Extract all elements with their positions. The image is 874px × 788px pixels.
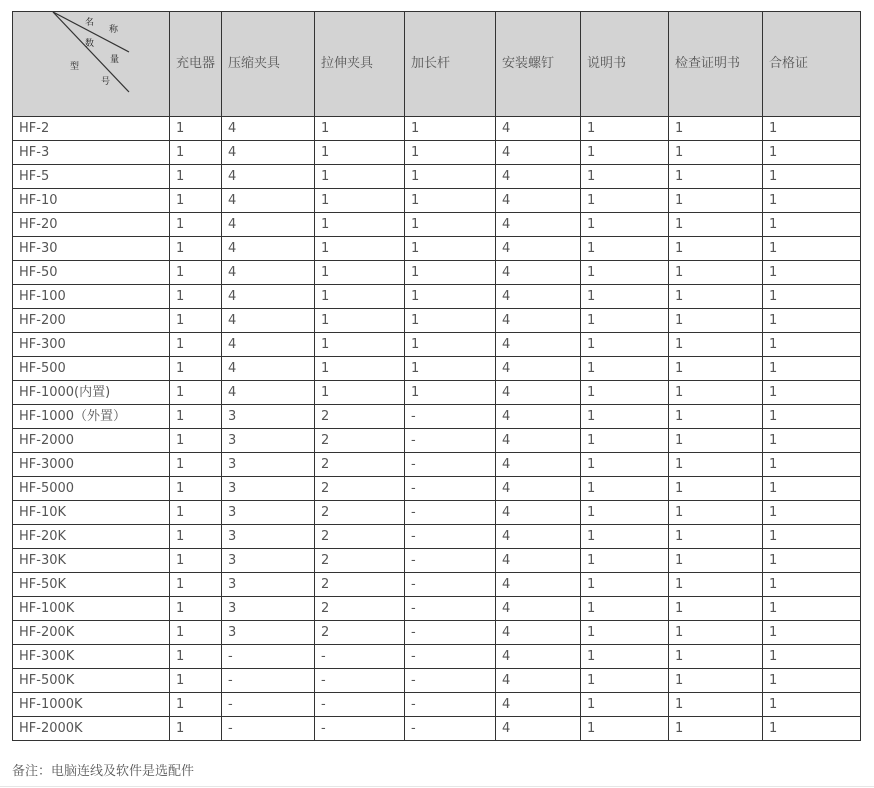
quantity-cell: -	[222, 645, 315, 669]
quantity-cell: 4	[496, 357, 581, 381]
quantity-cell: -	[405, 717, 496, 741]
table-row	[13, 477, 861, 501]
quantity-cell: 1	[405, 213, 496, 237]
quantity-cell: -	[315, 693, 405, 717]
table-row	[13, 117, 861, 141]
model-cell: HF-500	[13, 357, 170, 381]
table-row	[13, 573, 861, 597]
table-row	[13, 501, 861, 525]
table-row	[13, 285, 861, 309]
table-header-row	[13, 12, 861, 117]
quantity-cell: 1	[669, 357, 763, 381]
quantity-cell: 1	[669, 333, 763, 357]
quantity-cell: 3	[222, 477, 315, 501]
quantity-cell: 1	[581, 357, 669, 381]
quantity-cell: 1	[170, 621, 222, 645]
quantity-cell: 4	[496, 693, 581, 717]
quantity-cell: 1	[763, 237, 861, 261]
quantity-cell: 3	[222, 453, 315, 477]
quantity-cell: 1	[405, 141, 496, 165]
quantity-cell: 1	[763, 141, 861, 165]
quantity-cell: 1	[405, 333, 496, 357]
quantity-cell: 2	[315, 477, 405, 501]
quantity-cell: 4	[222, 333, 315, 357]
table-row	[13, 645, 861, 669]
quantity-cell: 4	[222, 285, 315, 309]
quantity-cell: 4	[496, 285, 581, 309]
quantity-cell: 1	[405, 237, 496, 261]
quantity-cell: 1	[669, 189, 763, 213]
quantity-cell: 1	[170, 189, 222, 213]
model-cell: HF-100	[13, 285, 170, 309]
quantity-cell: -	[405, 429, 496, 453]
quantity-cell: 1	[581, 189, 669, 213]
quantity-cell: 1	[581, 621, 669, 645]
corner-model-char-2: 号	[101, 77, 111, 87]
diagonal-corner-cell	[13, 12, 170, 117]
quantity-cell: -	[405, 669, 496, 693]
quantity-cell: -	[222, 717, 315, 741]
quantity-cell: 1	[763, 477, 861, 501]
quantity-cell: 1	[763, 261, 861, 285]
quantity-cell: 1	[170, 501, 222, 525]
quantity-cell: 1	[170, 717, 222, 741]
quantity-cell: 1	[170, 261, 222, 285]
model-cell: HF-5	[13, 165, 170, 189]
quantity-cell: 4	[222, 357, 315, 381]
quantity-cell: 1	[763, 645, 861, 669]
corner-qty-char-1: 数	[85, 39, 95, 49]
quantity-cell: 1	[581, 669, 669, 693]
table-row	[13, 621, 861, 645]
quantity-cell: 1	[763, 669, 861, 693]
quantity-cell: 4	[496, 717, 581, 741]
quantity-cell: 1	[763, 333, 861, 357]
quantity-cell: 1	[170, 573, 222, 597]
quantity-cell: 1	[669, 405, 763, 429]
quantity-cell: 4	[222, 117, 315, 141]
quantity-cell: 1	[669, 261, 763, 285]
quantity-cell: 4	[222, 165, 315, 189]
quantity-cell: -	[405, 645, 496, 669]
column-header-compression-fixture: 压缩夹具	[222, 12, 315, 117]
quantity-cell: 1	[669, 117, 763, 141]
corner-name-char-1: 名	[85, 18, 95, 28]
quantity-cell: 4	[496, 381, 581, 405]
quantity-cell: 1	[170, 669, 222, 693]
quantity-cell: 3	[222, 621, 315, 645]
quantity-cell: 1	[669, 285, 763, 309]
quantity-cell: 1	[581, 645, 669, 669]
quantity-cell: 2	[315, 573, 405, 597]
quantity-cell: 1	[315, 141, 405, 165]
quantity-cell: 1	[170, 525, 222, 549]
model-cell: HF-10K	[13, 501, 170, 525]
model-cell: HF-3	[13, 141, 170, 165]
quantity-cell: 4	[222, 309, 315, 333]
quantity-cell: 1	[315, 309, 405, 333]
quantity-cell: 1	[315, 237, 405, 261]
quantity-cell: 4	[496, 525, 581, 549]
table-row	[13, 309, 861, 333]
quantity-cell: 1	[763, 573, 861, 597]
diagonal-header-lines	[13, 12, 170, 116]
quantity-cell: 3	[222, 525, 315, 549]
quantity-cell: 1	[669, 165, 763, 189]
quantity-cell: 1	[315, 117, 405, 141]
quantity-cell: 1	[669, 237, 763, 261]
quantity-cell: 1	[170, 477, 222, 501]
model-cell: HF-20K	[13, 525, 170, 549]
quantity-cell: 1	[170, 333, 222, 357]
quantity-cell: 1	[315, 261, 405, 285]
quantity-cell: 1	[315, 165, 405, 189]
model-cell: HF-2	[13, 117, 170, 141]
model-cell: HF-50K	[13, 573, 170, 597]
quantity-cell: 4	[496, 165, 581, 189]
quantity-cell: 1	[581, 165, 669, 189]
quantity-cell: 1	[581, 693, 669, 717]
table-row	[13, 141, 861, 165]
quantity-cell: -	[315, 669, 405, 693]
quantity-cell: 4	[496, 453, 581, 477]
quantity-cell: 1	[763, 165, 861, 189]
model-cell: HF-50	[13, 261, 170, 285]
quantity-cell: 1	[669, 213, 763, 237]
quantity-cell: 1	[170, 117, 222, 141]
quantity-cell: 4	[496, 405, 581, 429]
quantity-cell: 1	[669, 669, 763, 693]
quantity-cell: 1	[669, 477, 763, 501]
quantity-cell: 4	[222, 237, 315, 261]
quantity-cell: 4	[496, 141, 581, 165]
corner-model-char-1: 型	[70, 62, 80, 72]
quantity-cell: 4	[222, 189, 315, 213]
model-cell: HF-200K	[13, 621, 170, 645]
quantity-cell: -	[405, 573, 496, 597]
column-header-mounting-screws: 安装螺钉	[496, 12, 581, 117]
quantity-cell: 4	[496, 189, 581, 213]
quantity-cell: 1	[581, 549, 669, 573]
model-cell: HF-1000(内置)	[13, 381, 170, 405]
table-row	[13, 381, 861, 405]
quantity-cell: -	[405, 477, 496, 501]
quantity-cell: -	[405, 525, 496, 549]
quantity-cell: 1	[170, 597, 222, 621]
table-row	[13, 405, 861, 429]
quantity-cell: 1	[170, 357, 222, 381]
quantity-cell: 3	[222, 597, 315, 621]
quantity-cell: 1	[763, 549, 861, 573]
quantity-cell: 4	[496, 237, 581, 261]
quantity-cell: 1	[405, 261, 496, 285]
quantity-cell: 1	[170, 429, 222, 453]
quantity-cell: -	[405, 549, 496, 573]
footnote: 备注：电脑连线及软件是选配件	[12, 764, 195, 779]
table-row	[13, 525, 861, 549]
table-row	[13, 717, 861, 741]
quantity-cell: 1	[763, 405, 861, 429]
quantity-cell: 4	[496, 213, 581, 237]
quantity-cell: 1	[669, 381, 763, 405]
quantity-cell: 4	[222, 213, 315, 237]
quantity-cell: 1	[669, 693, 763, 717]
model-cell: HF-300	[13, 333, 170, 357]
quantity-cell: 3	[222, 549, 315, 573]
quantity-cell: 4	[496, 333, 581, 357]
quantity-cell: 1	[669, 309, 763, 333]
model-cell: HF-1000（外置）	[13, 405, 170, 429]
quantity-cell: -	[315, 645, 405, 669]
corner-qty-char-2: 量	[110, 55, 120, 65]
quantity-cell: 1	[669, 525, 763, 549]
model-cell: HF-500K	[13, 669, 170, 693]
quantity-cell: 4	[496, 501, 581, 525]
quantity-cell: 1	[405, 381, 496, 405]
quantity-cell: 1	[763, 189, 861, 213]
quantity-cell: 1	[170, 645, 222, 669]
quantity-cell: 1	[170, 141, 222, 165]
table-row	[13, 213, 861, 237]
quantity-cell: 1	[581, 261, 669, 285]
quantity-cell: 1	[581, 429, 669, 453]
quantity-cell: 1	[405, 117, 496, 141]
quantity-cell: 1	[763, 381, 861, 405]
quantity-cell: -	[405, 453, 496, 477]
model-cell: HF-2000K	[13, 717, 170, 741]
table-body	[13, 117, 861, 741]
quantity-cell: 2	[315, 597, 405, 621]
quantity-cell: 1	[170, 237, 222, 261]
quantity-cell: 3	[222, 429, 315, 453]
quantity-cell: 1	[669, 453, 763, 477]
accessory-table	[12, 11, 861, 741]
quantity-cell: 1	[170, 165, 222, 189]
quantity-cell: 3	[222, 501, 315, 525]
model-cell: HF-20	[13, 213, 170, 237]
quantity-cell: 1	[763, 525, 861, 549]
table-row	[13, 669, 861, 693]
quantity-cell: 1	[669, 597, 763, 621]
column-header-tension-fixture: 拉伸夹具	[315, 12, 405, 117]
column-header-extension-rod: 加长杆	[405, 12, 496, 117]
quantity-cell: 4	[496, 597, 581, 621]
quantity-cell: 1	[315, 189, 405, 213]
quantity-cell: -	[405, 405, 496, 429]
quantity-cell: -	[405, 501, 496, 525]
quantity-cell: 1	[315, 213, 405, 237]
model-cell: HF-30	[13, 237, 170, 261]
quantity-cell: 4	[496, 645, 581, 669]
quantity-cell: 1	[405, 357, 496, 381]
quantity-cell: 1	[581, 141, 669, 165]
quantity-cell: 1	[581, 597, 669, 621]
quantity-cell: 1	[669, 501, 763, 525]
quantity-cell: 1	[581, 117, 669, 141]
table-row	[13, 549, 861, 573]
quantity-cell: 1	[315, 333, 405, 357]
corner-name-char-2: 称	[109, 25, 119, 35]
quantity-cell: -	[405, 597, 496, 621]
quantity-cell: 1	[581, 477, 669, 501]
table-row	[13, 429, 861, 453]
quantity-cell: 4	[496, 549, 581, 573]
quantity-cell: 4	[496, 261, 581, 285]
quantity-cell: 2	[315, 621, 405, 645]
quantity-cell: 1	[763, 453, 861, 477]
model-cell: HF-10	[13, 189, 170, 213]
quantity-cell: 4	[496, 429, 581, 453]
quantity-cell: 3	[222, 573, 315, 597]
quantity-cell: -	[405, 621, 496, 645]
quantity-cell: -	[222, 669, 315, 693]
quantity-cell: 1	[763, 213, 861, 237]
column-header-inspection-certificate: 检查证明书	[669, 12, 763, 117]
quantity-cell: 1	[170, 285, 222, 309]
quantity-cell: 1	[581, 285, 669, 309]
table-row	[13, 453, 861, 477]
model-cell: HF-1000K	[13, 693, 170, 717]
quantity-cell: 1	[763, 285, 861, 309]
quantity-cell: 1	[763, 117, 861, 141]
model-cell: HF-3000	[13, 453, 170, 477]
quantity-cell: 1	[170, 453, 222, 477]
quantity-cell: 1	[315, 381, 405, 405]
model-cell: HF-2000	[13, 429, 170, 453]
model-cell: HF-300K	[13, 645, 170, 669]
quantity-cell: 1	[405, 189, 496, 213]
quantity-cell: 4	[222, 141, 315, 165]
quantity-cell: 4	[222, 261, 315, 285]
quantity-cell: 1	[405, 285, 496, 309]
quantity-cell: 1	[669, 717, 763, 741]
quantity-cell: 1	[763, 597, 861, 621]
quantity-cell: 1	[581, 501, 669, 525]
quantity-cell: 4	[496, 669, 581, 693]
model-cell: HF-30K	[13, 549, 170, 573]
quantity-cell: 4	[496, 573, 581, 597]
column-header-manual: 说明书	[581, 12, 669, 117]
quantity-cell: 1	[170, 309, 222, 333]
quantity-cell: 2	[315, 525, 405, 549]
table-row	[13, 357, 861, 381]
quantity-cell: 4	[222, 381, 315, 405]
quantity-cell: 1	[669, 573, 763, 597]
quantity-cell: 1	[763, 309, 861, 333]
model-cell: HF-200	[13, 309, 170, 333]
quantity-cell: 4	[496, 309, 581, 333]
quantity-cell: 1	[669, 549, 763, 573]
table-row	[13, 597, 861, 621]
quantity-cell: 1	[763, 429, 861, 453]
quantity-cell: -	[315, 717, 405, 741]
quantity-cell: 1	[669, 621, 763, 645]
quantity-cell: 1	[581, 333, 669, 357]
quantity-cell: 1	[581, 717, 669, 741]
quantity-cell: 1	[763, 357, 861, 381]
quantity-cell: 2	[315, 453, 405, 477]
quantity-cell: 2	[315, 501, 405, 525]
quantity-cell: 1	[315, 357, 405, 381]
quantity-cell: 1	[763, 621, 861, 645]
quantity-cell: -	[222, 693, 315, 717]
column-header-charger: 充电器	[170, 12, 222, 117]
quantity-cell: 3	[222, 405, 315, 429]
quantity-cell: 1	[170, 405, 222, 429]
model-cell: HF-5000	[13, 477, 170, 501]
quantity-cell: 1	[581, 573, 669, 597]
quantity-cell: 1	[170, 213, 222, 237]
quantity-cell: 1	[170, 693, 222, 717]
quantity-cell: 2	[315, 429, 405, 453]
quantity-cell: 1	[581, 381, 669, 405]
quantity-cell: 1	[581, 309, 669, 333]
quantity-cell: 2	[315, 549, 405, 573]
quantity-cell: 1	[581, 453, 669, 477]
quantity-cell: 1	[763, 693, 861, 717]
column-header-conformity-certificate: 合格证	[763, 12, 861, 117]
quantity-cell: 1	[581, 237, 669, 261]
quantity-cell: 1	[315, 285, 405, 309]
quantity-cell: 1	[581, 405, 669, 429]
quantity-cell: 1	[405, 165, 496, 189]
accessory-table-container	[12, 11, 860, 741]
table-row	[13, 693, 861, 717]
quantity-cell: 4	[496, 117, 581, 141]
table-row	[13, 261, 861, 285]
quantity-cell: 1	[581, 525, 669, 549]
quantity-cell: 4	[496, 477, 581, 501]
quantity-cell: 1	[669, 645, 763, 669]
quantity-cell: 1	[763, 501, 861, 525]
model-cell: HF-100K	[13, 597, 170, 621]
table-row	[13, 165, 861, 189]
quantity-cell: 1	[405, 309, 496, 333]
quantity-cell: 1	[581, 213, 669, 237]
quantity-cell: 1	[763, 717, 861, 741]
quantity-cell: 4	[496, 621, 581, 645]
quantity-cell: 1	[669, 429, 763, 453]
quantity-cell: 2	[315, 405, 405, 429]
quantity-cell: 1	[170, 381, 222, 405]
table-row	[13, 237, 861, 261]
table-row	[13, 189, 861, 213]
quantity-cell: -	[405, 693, 496, 717]
bottom-divider	[0, 786, 874, 787]
quantity-cell: 1	[170, 549, 222, 573]
quantity-cell: 1	[669, 141, 763, 165]
table-row	[13, 333, 861, 357]
